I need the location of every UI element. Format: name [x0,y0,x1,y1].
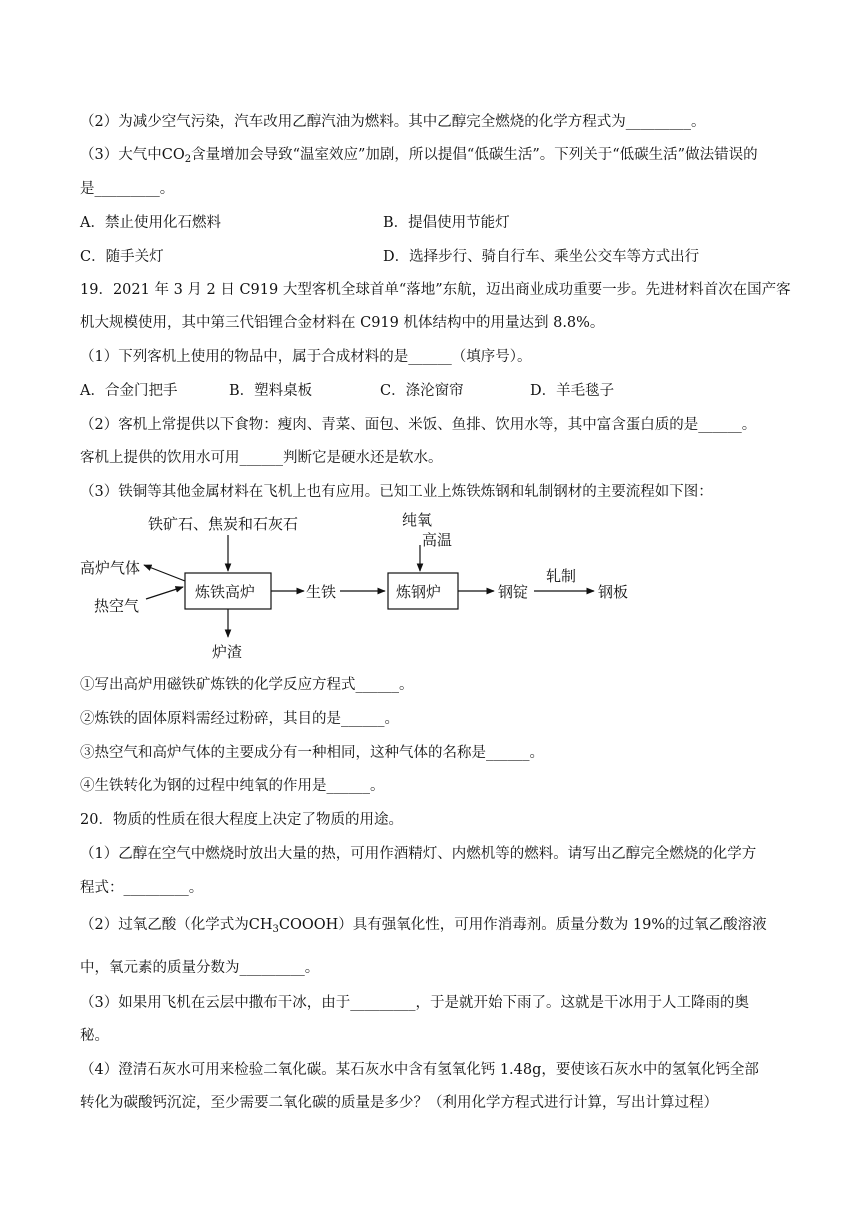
q20-part1-line1: （1）乙醇在空气中燃烧时放出大量的热，可用作酒精灯、内燃机等的燃料。请写出乙醇完全燃烧的化学方 [80,846,757,862]
furnace1-label: 炼铁高炉 [195,583,256,601]
q18-part3-line2: 是_________。 [80,181,175,197]
q20-part4-line1: （4）澄清石灰水可用来检验二氧化碳。某石灰水中含有氢氧化钙 1.48g，要使该石灰水中的氢氧化钙全部 [80,1062,759,1078]
q20-part1-line2: 程式：_________。 [80,880,204,896]
q18-part3-line1: （3）大气中$CO_2$含量增加会导致“温室效应”加剧，所以提倡“低碳生活”。下列关于“低碳生活”做法错误的 [80,147,758,165]
q18-option-b: B．提倡使用节能灯 [383,215,510,231]
q18-option-a: A．禁止使用化石燃料 [80,215,221,231]
blast-furnace-gas: 高炉气体 [80,559,141,577]
ingot-label: 钢锭 [498,583,529,601]
q19-sub1: ①写出高炉用磁铁矿炼铁的化学反应方程式______。 [80,677,414,693]
q20-part2-line2: 中，氧元素的质量分数为_________。 [80,960,320,976]
steelmaking-flow-diagram [0,505,860,665]
q19-option-b: B．塑料桌板 [229,383,313,399]
q20-part3-line2: 秘。 [80,1028,109,1044]
q20-part2-line1: （2）过氧乙酸（化学式为$CH_3COOOH$）具有强氧化性，可用作消毒剂。质量分数为 19%的过氧乙酸溶液 [80,917,767,935]
q19-sub3: ③热空气和高炉气体的主要成分有一种相同，这种气体的名称是______。 [80,745,544,761]
furnace2-label: 炼钢炉 [396,583,442,601]
input-materials: 铁矿石、焦炭和石灰石 [148,515,299,533]
slag-label: 炉渣 [212,643,243,661]
q19-sub4: ④生铁转化为钢的过程中纯氧的作用是______。 [80,778,385,794]
q19-option-d: D．羊毛毯子 [530,383,615,399]
q20-intro: 20．物质的性质在很大程度上决定了物质的用途。 [80,812,403,828]
q19-sub2: ②炼铁的固体原料需经过粉碎，其目的是______。 [80,711,399,727]
q18-option-c: C．随手关灯 [80,249,164,265]
plate-label: 钢板 [598,583,629,601]
q19-option-a: A．合金门把手 [80,383,178,399]
q20-part3-line1: （3）如果用飞机在云层中撒布干冰，由于_________，于是就开始下雨了。这就是干冰用于人工降雨的奥 [80,995,749,1011]
rolling-label: 轧制 [546,567,577,585]
q18-part2: （2）为减少空气污染，汽车改用乙醇汽油为燃料。其中乙醇完全燃烧的化学方程式为_________。 [80,114,706,130]
q19-part3: （3）铁铜等其他金属材料在飞机上也有应用。已知工业上炼铁炼钢和轧制钢材的主要流程如下图： [80,484,713,500]
oxygen-label: 纯氧 [402,511,433,529]
q19-intro-line2: 机大规模使用，其中第三代铝锂合金材料在 C919 机体结构中的用量达到 8.8%。 [80,315,605,331]
q19-part1: （1）下列客机上使用的物品中，属于合成材料的是______（填序号）。 [80,349,532,365]
pig-iron-label: 生铁 [306,583,337,601]
q19-option-c: C．涤沦窗帘 [380,383,464,399]
q19-part2-line1: （2）客机上常提供以下食物：瘦肉、青菜、面包、米饭、鱼排、饮用水等，其中富含蛋白质的是______。 [80,417,757,433]
hot-air: 热空气 [94,597,140,615]
q18-option-d: D．选择步行、骑自行车、乘坐公交车等方式出行 [383,249,700,265]
q20-part4-line2: 转化为碳酸钙沉淀，至少需要二氧化碳的质量是多少？（利用化学方程式进行计算，写出计算过程） [80,1095,718,1111]
q19-intro-line1: 19．2021 年 3 月 2 日 C919 大型客机全球首单“落地”东航，迈出商业成功重要一步。先进材料首次在国产客 [80,282,791,298]
q19-part2-line2: 客机上提供的饮用水可用______判断它是硬水还是软水。 [80,450,443,466]
high-temp-label: 高温 [422,531,453,549]
